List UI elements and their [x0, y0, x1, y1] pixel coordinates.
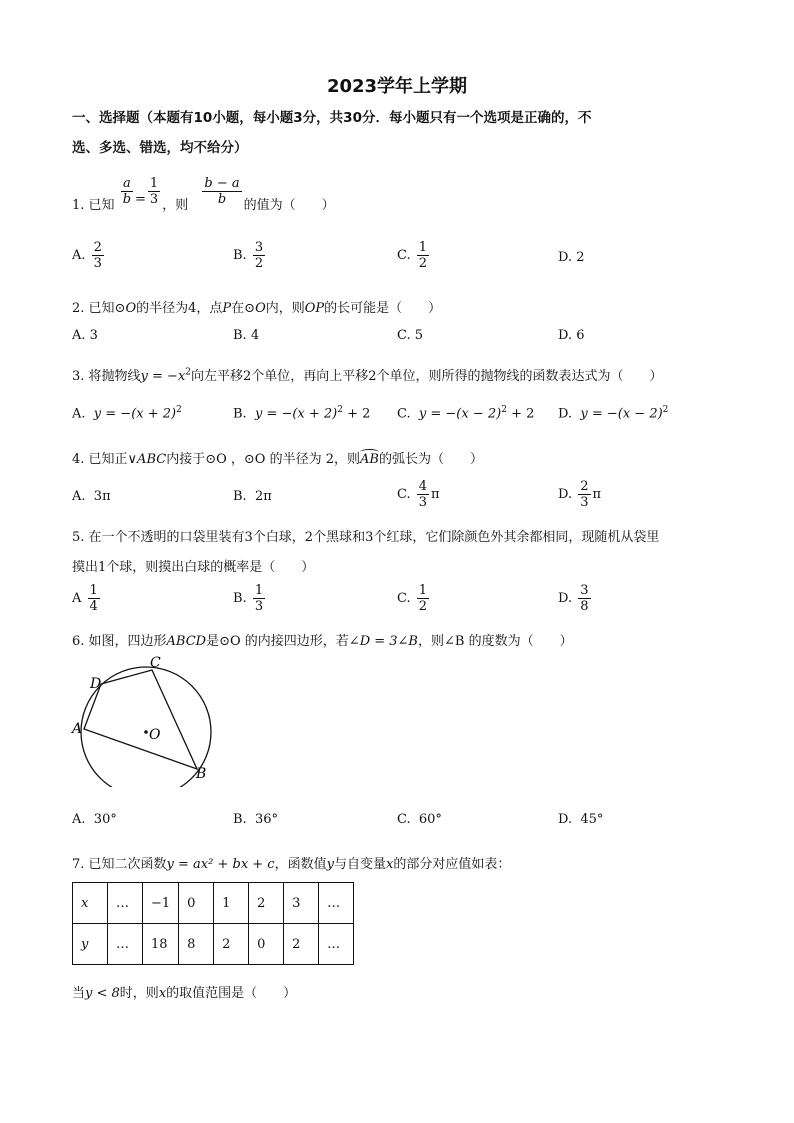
q4-option-c[interactable]: C. $\frac{4}{3}$ π — [397, 479, 440, 510]
table-row — [73, 883, 354, 924]
table-cell: … — [319, 883, 354, 924]
q3-stem: 3. 将抛物线$y = -x^2$向左平移2个单位，再向上平移2个单位，则所得的抛物线的函数表达式为（ ） — [72, 367, 663, 384]
table-cell: 18 — [143, 924, 179, 965]
table-cell: 8 — [179, 924, 214, 965]
q1-option-b[interactable]: B. $\frac{3}{2}$ — [233, 240, 264, 271]
table-cell: −1 — [143, 883, 179, 924]
q6-label-a: A — [72, 721, 83, 737]
q7-question: 当y < 8时，则x的取值范围是（ ） — [72, 986, 297, 1001]
table-cell: x — [73, 883, 108, 924]
q6-label-b: B — [196, 766, 207, 782]
q3-option-a[interactable]: A. $y = -(x + 2)^2$ — [72, 405, 182, 422]
section-heading-line1: 一、选择题（本题有10小题，每小题3分，共30分．每小题只有一个选项是正确的，不 — [72, 110, 592, 126]
table-cell: 1 — [214, 883, 249, 924]
q5-stem-line1: 5. 在一个不透明的口袋里装有3个白球，2个黑球和3个红球，它们除颜色外其余都相同，现随机从袋里 — [72, 530, 660, 545]
q5-option-a[interactable]: A $\frac{1}{4}$ — [72, 583, 98, 614]
table-cell: … — [108, 924, 143, 965]
q4-stem: 4. 已知正∨ABC内接于⊙O ，⊙O 的半径为 2，则AB的弧长为（ ） — [72, 452, 483, 467]
q2-option-d[interactable]: D. 6 — [558, 328, 585, 343]
q4-arc-ab: AB — [359, 452, 379, 467]
q6-circle-figure — [70, 652, 220, 787]
table-row — [73, 924, 354, 965]
q1-option-c[interactable]: C. $\frac{1}{2}$ — [397, 240, 428, 271]
q3-option-d[interactable]: D. $y = -(x - 2)^2$ — [558, 405, 669, 422]
q6-center-dot — [144, 730, 148, 734]
q2-option-a[interactable]: A. 3 — [72, 328, 98, 343]
q6-option-c[interactable]: C. 60° — [397, 812, 442, 827]
table-cell: 2 — [214, 924, 249, 965]
q4-option-b[interactable]: B. 2π — [233, 489, 272, 504]
q5-option-b[interactable]: B. $\frac{1}{3}$ — [233, 583, 264, 614]
q6-stem: 6. 如图，四边形ABCD是⊙O 的内接四边形，若∠D = 3∠B，则∠B 的度数为（ ） — [72, 634, 573, 649]
table-cell: 2 — [284, 924, 319, 965]
q1-frac-a-over-b: $\frac{a}{b}$ — [122, 176, 132, 207]
q6-option-a[interactable]: A. 30° — [72, 812, 117, 827]
q6-option-b[interactable]: B. 36° — [233, 812, 278, 827]
q7-stem: 7. 已知二次函数y = ax² + bx + c，函数值y与自变量x的部分对应值如表： — [72, 857, 511, 872]
q6-option-d[interactable]: D. 45° — [558, 812, 604, 827]
table-cell: 0 — [179, 883, 214, 924]
q5-stem-line2: 摸出1个球，则摸出白球的概率是（ ） — [72, 560, 315, 575]
q4-option-a[interactable]: A. 3π — [72, 489, 111, 504]
q2-option-b[interactable]: B. 4 — [233, 328, 260, 343]
q6-label-c: C — [150, 655, 161, 671]
q1-option-d[interactable]: D. 2 — [558, 250, 585, 265]
table-cell: 2 — [249, 883, 284, 924]
q2-option-c[interactable]: C. 5 — [397, 328, 424, 343]
q7-value-table — [72, 882, 354, 965]
q6-label-d: D — [90, 676, 102, 692]
q1-frac-one-third: $\frac{1}{3}$ — [149, 176, 159, 207]
table-cell: 3 — [284, 883, 319, 924]
q6-label-o: O — [149, 727, 161, 743]
table-cell: … — [319, 924, 354, 965]
table-cell: 0 — [249, 924, 284, 965]
q1-frac-b-minus-a-over-b: $\frac{b - a}{b}$ — [204, 176, 240, 207]
q3-option-c[interactable]: C. $y = -(x - 2)^2 + 2$ — [397, 405, 535, 422]
q1-option-a[interactable]: A. $\frac{2}{3}$ — [72, 240, 102, 271]
section-heading-line2: 选、多选、错选，均不给分） — [72, 140, 248, 156]
table-cell: y — [73, 924, 108, 965]
q4-option-d[interactable]: D. $\frac{2}{3}$ π — [558, 479, 602, 510]
q3-option-b[interactable]: B. $y = -(x + 2)^2 + 2$ — [233, 405, 371, 422]
table-cell: … — [108, 883, 143, 924]
q5-option-d[interactable]: D. $\frac{3}{8}$ — [558, 583, 589, 614]
q1-stem: 1. 已知 $\frac{a}{b}$ = $\frac{1}{3}$ ，则 $\frac{b - a}{b}$ 的值为（ ） — [72, 176, 335, 213]
q2-stem: 2. 已知⊙O的半径为4，点P在⊙O内，则OP的长可能是（ ） — [72, 301, 442, 316]
q5-option-c[interactable]: C. $\frac{1}{2}$ — [397, 583, 428, 614]
page-title: 2023学年上学期 — [326, 76, 468, 97]
